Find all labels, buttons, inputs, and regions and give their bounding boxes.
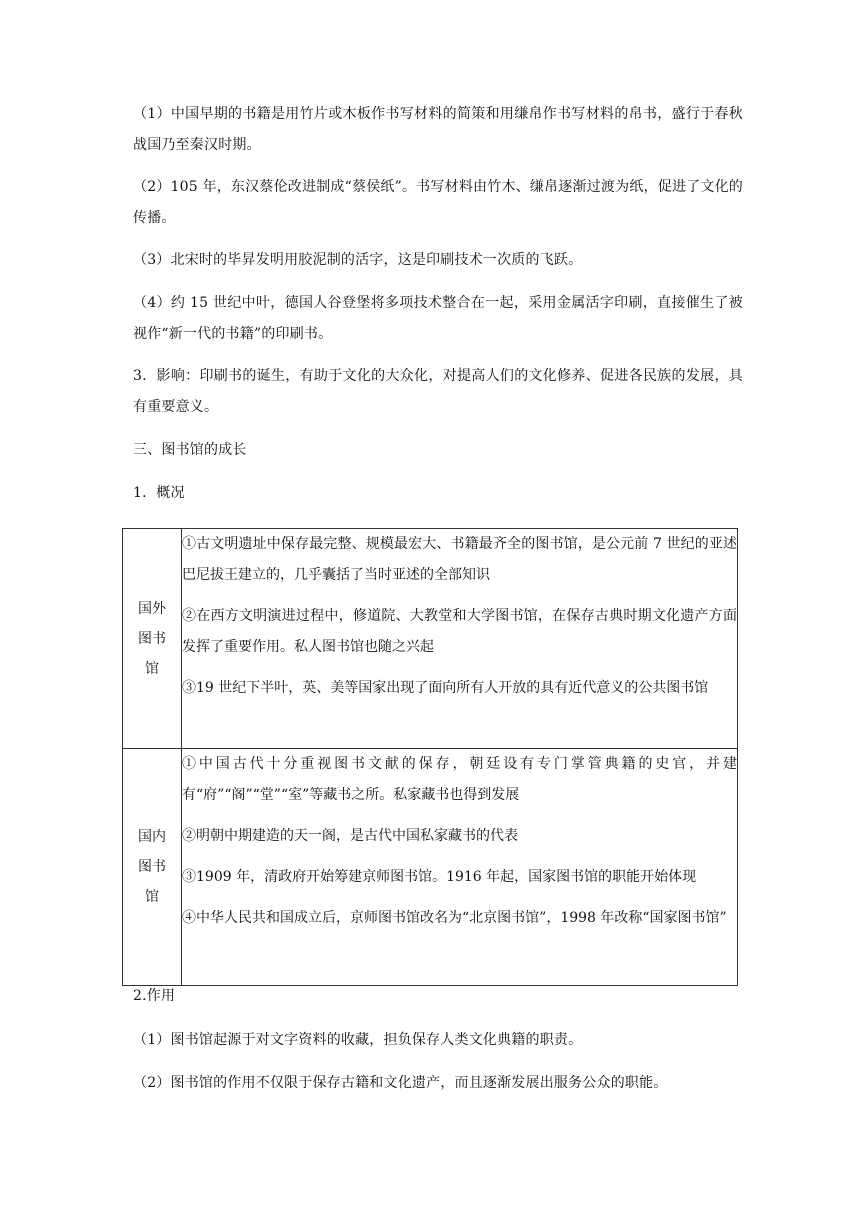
paragraph-library-origin: （1）图书馆起源于对文字资料的收藏，担负保存人类文化典籍的职责。 (133, 1032, 583, 1048)
table-row (123, 749, 738, 986)
subheading-overview: 1．概况 (133, 485, 185, 501)
category-label-line: 馆 (145, 660, 159, 677)
library-overview-table (122, 528, 738, 986)
list-item: ③19 世纪下半叶，英、美等国家出现了面向所有人开放的具有近代意义的公共图书馆 (182, 680, 709, 696)
section-heading-library-growth: 三、图书馆的成长 (133, 442, 247, 458)
list-item: ②明朝中期建造的天一阁，是古代中国私家藏书的代表 (182, 828, 518, 844)
category-label-line: 国内 (138, 829, 166, 845)
category-label-line: 图书 (138, 859, 166, 875)
paragraph-library-public-service: （2）图书馆的作用不仅限于保存古籍和文化遗产，而且逐渐发展出服务公众的职能。 (133, 1075, 668, 1091)
list-item: ③1909 年，清政府开始筹建京师图书馆。1916 年起，国家图书馆的职能开始体现 (182, 869, 697, 885)
items-cell-foreign-libraries (182, 529, 738, 749)
category-label-line: 图书 (138, 630, 166, 647)
list-item: ②在西方文明演进过程中，修道院、大教堂和大学图书馆，在保存古典时期文化遗产方面发挥了重要作用。私人图书馆也随之兴起 (182, 608, 737, 655)
category-cell-domestic-libraries (123, 749, 182, 986)
list-item: ①古文明遗址中保存最完整、规模最宏大、书籍最齐全的图书馆，是公元前 7 世纪的亚述巴尼拔王建立的，几乎囊括了当时亚述的全部知识 (182, 536, 737, 583)
paragraph-bamboo-silk-books: （1）中国早期的书籍是用竹片或木板作书写材料的简策和用缣帛作书写材料的帛书，盛行于春秋战国乃至秦汉时期。 (133, 106, 743, 153)
list-item: ①中国古代十分重视图书文献的保存，朝廷设有专门掌管典籍的史官，并建有“府”“阁”“堂”“室”等藏书之所。私家藏书也得到发展 (182, 756, 737, 803)
category-cell-foreign-libraries (123, 529, 182, 749)
table-row (123, 529, 738, 749)
category-label-line: 馆 (145, 889, 159, 905)
list-item: ④中华人民共和国成立后，京师图书馆改名为“北京图书馆”，1998 年改称“国家图书馆” (182, 910, 727, 926)
items-cell-domestic-libraries (182, 749, 738, 986)
category-label-line: 国外 (138, 600, 166, 617)
subheading-function: 2.作用 (133, 988, 176, 1004)
paragraph-bi-sheng-movable-type: （3）北宋时的毕昇发明用胶泥制的活字，这是印刷技术一次质的飞跃。 (133, 252, 583, 268)
paragraph-gutenberg-printing: （4）约 15 世纪中叶，德国人谷登堡将多项技术整合在一起，采用金属活字印刷，直接催生了被视作“新一代的书籍”的印刷书。 (133, 295, 743, 342)
paragraph-cai-lun-paper: （2）105 年，东汉蔡伦改进制成“蔡侯纸”。书写材料由竹木、缣帛逐渐过渡为纸，促进了文化的传播。 (133, 179, 743, 226)
paragraph-influence: 3．影响：印刷书的诞生，有助于文化的大众化，对提高人们的文化修养、促进各民族的发展，具有重要意义。 (133, 368, 743, 415)
